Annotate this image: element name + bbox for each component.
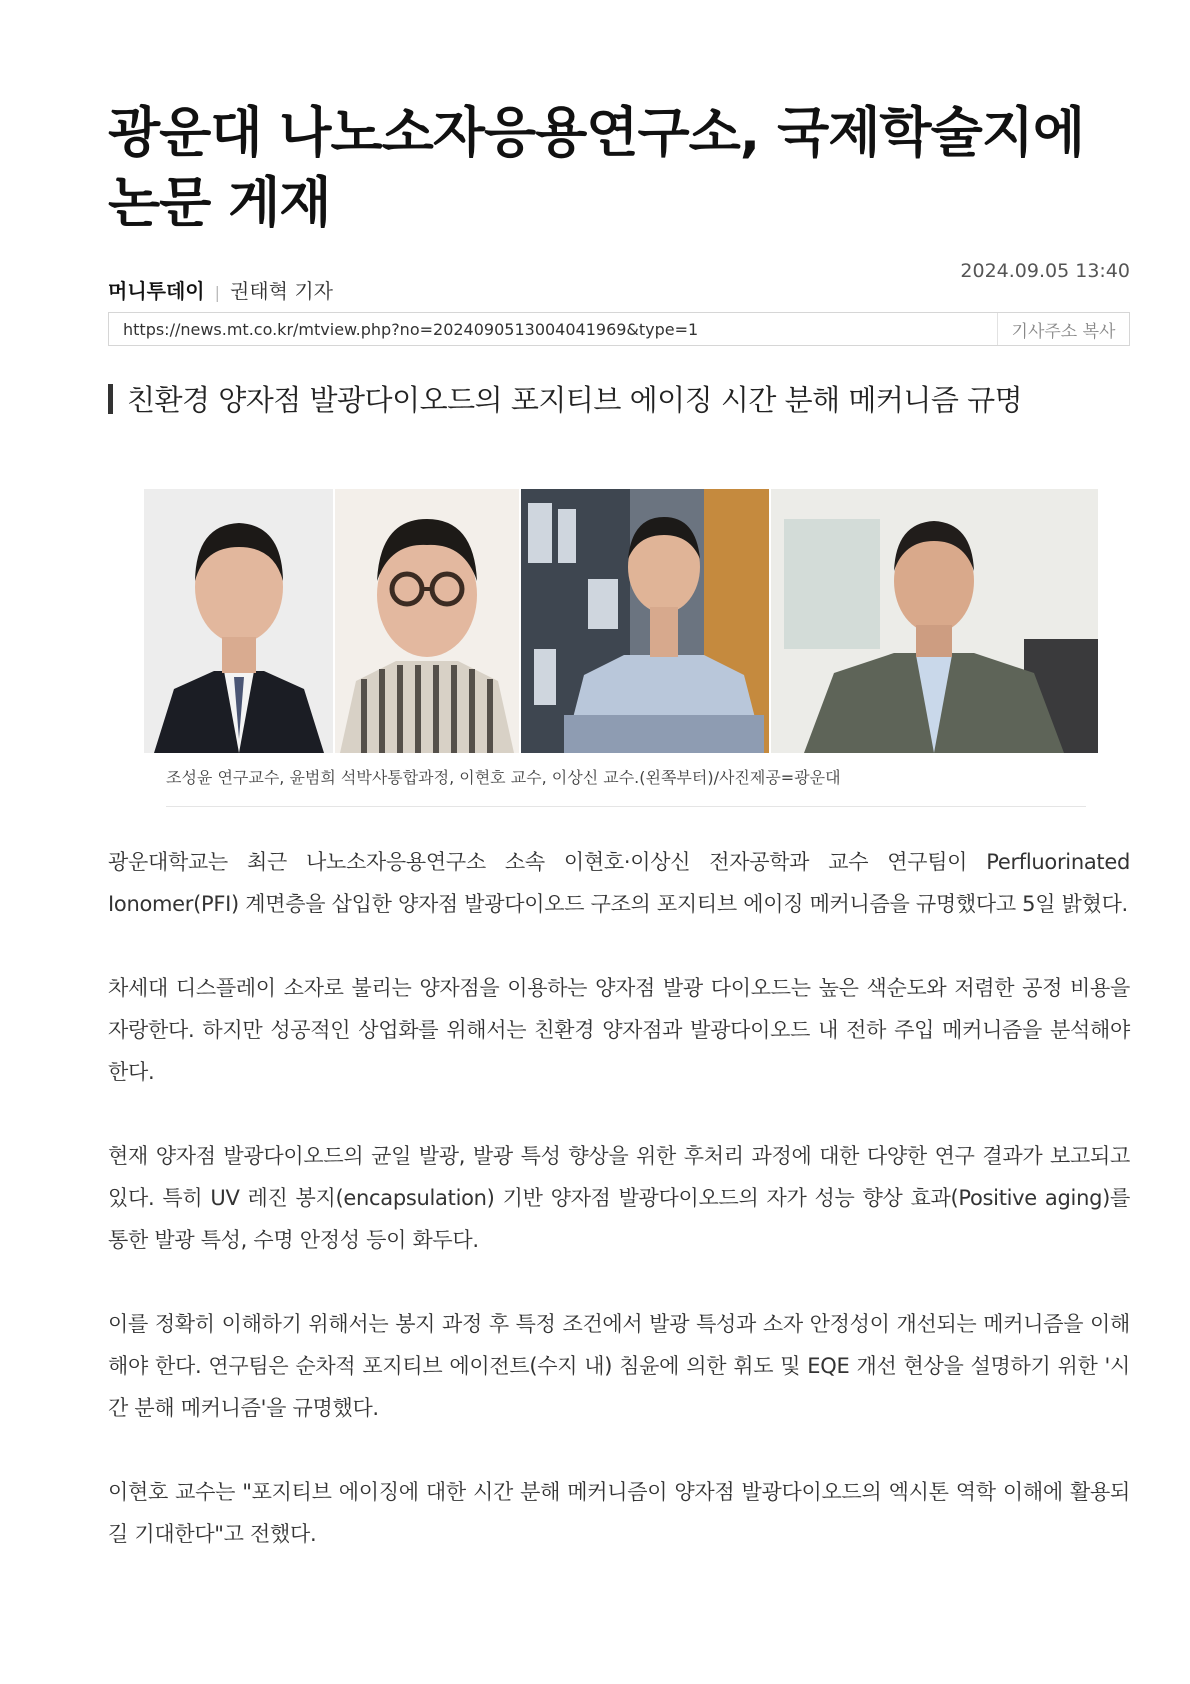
article-paragraph: 광운대학교는 최근 나노소자응용연구소 소속 이현호·이상신 전자공학과 교수 연구팀이 Perfluorinated Ionomer(PFI) 계면층을 삽입한 양자점 발광다이오드 구조의 포지티브 에이징 메커니즘을 규명했다고 5일 밝혔다. [108, 850, 1130, 916]
article-url-bar [108, 312, 1130, 346]
publish-datetime: 2024.09.05 13:40 [960, 260, 1130, 282]
article-paragraph: 이현호 교수는 "포지티브 에이징에 대한 시간 분해 메커니즘이 양자점 발광다이오드의 엑시톤 역학 이해에 활용되길 기대한다"고 전했다. [108, 1480, 1130, 1546]
article-url-field[interactable] [109, 313, 1009, 345]
subtitle-text: 친환경 양자점 발광다이오드의 포지티브 에이징 시간 분해 메커니즘 규명 [127, 383, 1023, 417]
article-body [108, 841, 1130, 1555]
article-subtitle [108, 378, 1130, 419]
subtitle-bar [108, 384, 113, 414]
researcher-photos-illustration [144, 489, 1098, 753]
article-paragraph: 차세대 디스플레이 소자로 불리는 양자점을 이용하는 양자점 발광 다이오드는 높은 색순도와 저렴한 공정 비용을 자랑한다. 하지만 성공적인 상업화를 위해서는 친환경 양자점과 발광다이오드 내 전하 주입 메커니즘을 분석해야 한다. [108, 976, 1130, 1084]
byline-row [108, 260, 1130, 310]
article-paragraph: 현재 양자점 발광다이오드의 균일 발광, 발광 특성 향상을 위한 후처리 과정에 대한 다양한 연구 결과가 보고되고 있다. 특히 UV 레진 봉지(encapsulation) 기반 양자점 발광다이오드의 자가 성능 향상 효과(Positive aging)를 통한 발광 특성, 수명 안정성 등이 화두다. [108, 1144, 1130, 1252]
copy-url-button[interactable]: 기사주소 복사 [997, 313, 1129, 345]
article-photo [144, 489, 1098, 753]
article-title: 광운대 나노소자응용연구소, 국제학술지에 논문 게재 [108, 101, 1085, 234]
byline [108, 275, 333, 304]
article-paragraph: 이를 정확히 이해하기 위해서는 봉지 과정 후 특정 조건에서 발광 특성과 소자 안정성이 개선되는 메커니즘을 이해해야 한다. 연구팀은 순차적 포지티브 에이전트(수지 내) 침윤에 의한 휘도 및 EQE 개선 현상을 설명하기 위한 '시간 분해 메커니즘'을 규명했다. [108, 1312, 1130, 1420]
reporter-name[interactable]: 권태혁 기자 [230, 279, 333, 303]
photo-caption: 조성윤 연구교수, 윤범희 석박사통합과정, 이현호 교수, 이상신 교수.(왼쪽부터)/사진제공=광운대 [166, 765, 1086, 807]
byline-separator: | [214, 283, 220, 302]
outlet-name[interactable]: 머니투데이 [108, 279, 205, 303]
article-page [108, 98, 1130, 1597]
